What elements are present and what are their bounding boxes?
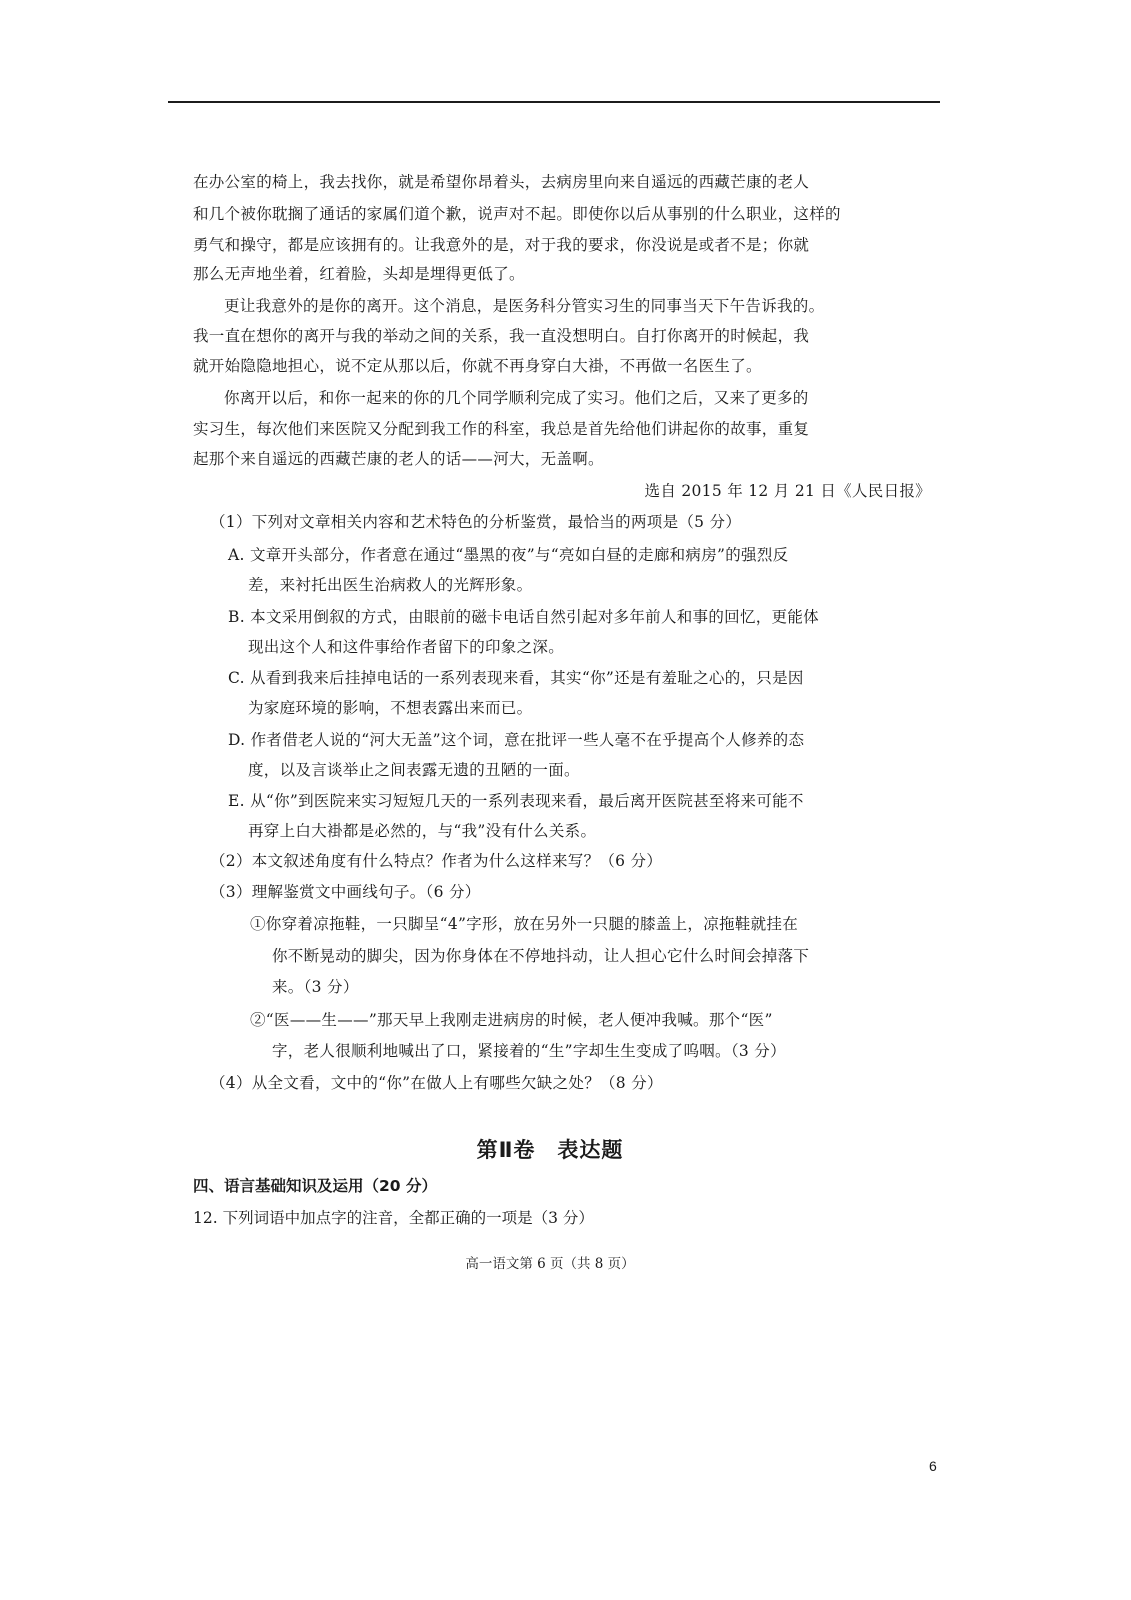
passage-line: 那么无声地坐着，红着脸，头却是埋得更低了。 [193, 265, 525, 283]
passage-line: 勇气和操守，都是应该拥有的。让我意外的是，对于我的要求，你没说是或者不是；你就 [193, 236, 810, 254]
question-12: 12. 下列词语中加点字的注音，全都正确的一项是（3 分） [193, 1209, 594, 1227]
question-3: （3）理解鉴赏文中画线句子。（6 分） [210, 883, 481, 901]
section-title: 第Ⅱ卷 表达题 [476, 1138, 624, 1162]
option-b-cont: 现出这个人和这件事给作者留下的印象之深。 [248, 638, 565, 656]
passage-line: 实习生，每次他们来医院又分配到我工作的科室，我总是首先给他们讲起你的故事，重复 [193, 420, 810, 438]
page-footer: 高一语文第 6 页（共 8 页） [465, 1256, 635, 1272]
question-4: （4）从全文看，文中的“你”在做人上有哪些欠缺之处？（8 分） [210, 1074, 663, 1092]
option-e: E. 从“你”到医院来实习短短几天的一系列表现来看，最后离开医院甚至将来可能不 [228, 792, 804, 810]
page-number: 6 [929, 1458, 937, 1474]
option-c-cont: 为家庭环境的影响，不想表露出来而已。 [248, 699, 533, 717]
option-a-cont: 差，来衬托出医生治病救人的光辉形象。 [248, 576, 533, 594]
question-3-item-1: ①你穿着凉拖鞋，一只脚呈“4”字形，放在另外一只腿的膝盖上，凉拖鞋就挂在 [250, 915, 799, 933]
option-d-cont: 度，以及言谈举止之间表露无遗的丑陋的一面。 [248, 761, 580, 779]
question-3-item-2: ②“医——生——”那天早上我刚走进病房的时候，老人便冲我喊。那个“医” [250, 1011, 773, 1029]
question-2: （2）本文叙述角度有什么特点？作者为什么这样来写？（6 分） [210, 852, 663, 870]
option-b: B. 本文采用倒叙的方式，由眼前的磁卡电话自然引起对多年前人和事的回忆，更能体 [228, 608, 819, 626]
option-e-cont: 再穿上白大褂都是必然的，与“我”没有什么关系。 [248, 822, 597, 840]
passage-line: 我一直在想你的离开与我的举动之间的关系，我一直没想明白。自打你离开的时候起，我 [193, 327, 810, 345]
option-d: D. 作者借老人说的“河大无盖”这个词，意在批评一些人毫不在乎提高个人修养的态 [228, 731, 805, 749]
passage-line: 起那个来自遥远的西藏芒康的老人的话——河大，无盖啊。 [193, 450, 604, 468]
passage-line: 更让我意外的是你的离开。这个消息，是医务科分管实习生的同事当天下午告诉我的。 [224, 297, 825, 315]
section-heading: 四、语言基础知识及运用（20 分） [193, 1177, 437, 1195]
top-rule [168, 101, 940, 103]
question-3-item-1-cont: 来。（3 分） [272, 978, 359, 996]
question-3-item-2-cont: 字，老人很顺利地喊出了口，紧接着的“生”字却生生变成了呜咽。（3 分） [272, 1042, 786, 1060]
option-c: C. 从看到我来后挂掉电话的一系列表现来看，其实“你”还是有羞耻之心的，只是因 [228, 669, 804, 687]
passage-line: 和几个被你耽搁了通话的家属们道个歉，说声对不起。即使你以后从事别的什么职业，这样的 [193, 205, 841, 223]
passage-line: 在办公室的椅上，我去找你，就是希望你昂着头，去病房里向来自遥远的西藏芒康的老人 [193, 173, 810, 191]
option-a: A. 文章开头部分，作者意在通过“墨黑的夜”与“亮如白昼的走廊和病房”的强烈反 [228, 546, 789, 564]
question-1: （1）下列对文章相关内容和艺术特色的分析鉴赏，最恰当的两项是（5 分） [210, 513, 742, 531]
question-3-item-1-cont: 你不断晃动的脚尖，因为你身体在不停地抖动，让人担心它什么时间会掉落下 [272, 947, 810, 965]
source-citation: 选自 2015 年 12 月 21 日《人民日报》 [644, 482, 931, 500]
passage-line: 就开始隐隐地担心，说不定从那以后，你就不再身穿白大褂，不再做一名医生了。 [193, 357, 762, 375]
passage-line: 你离开以后，和你一起来的你的几个同学顺利完成了实习。他们之后，又来了更多的 [224, 389, 809, 407]
